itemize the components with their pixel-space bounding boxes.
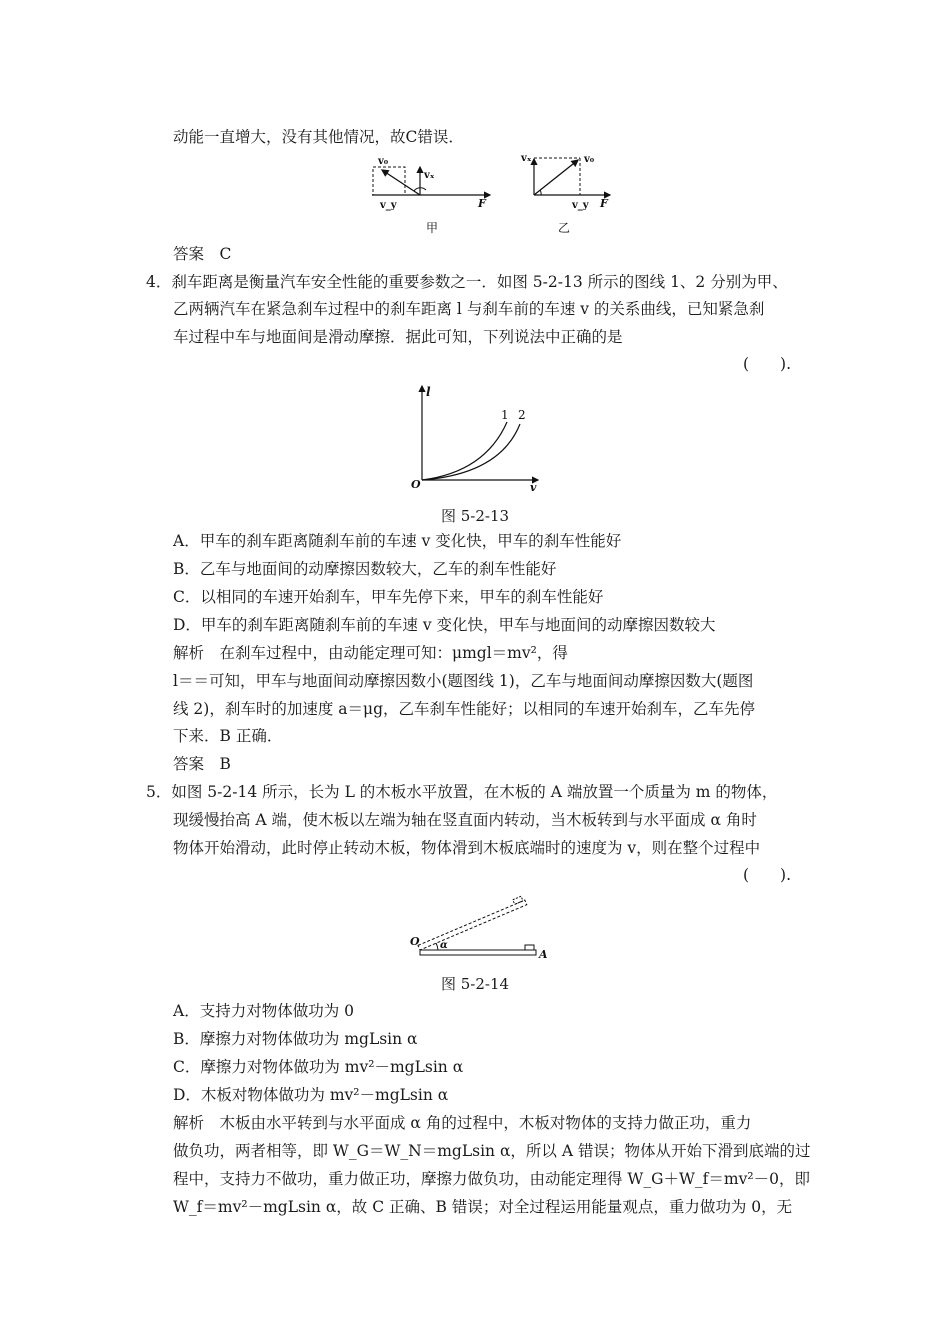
svg-text:vₓ: vₓ [424,170,435,181]
option-a: A．甲车的刹车距离随刹车前的车速 v 变化快，甲车的刹车性能好 [173,532,622,550]
svg-text:O: O [410,935,420,948]
svg-text:v₀: v₀ [584,154,595,165]
svg-text:O: O [411,478,421,491]
svg-text:v_y: v_y [572,200,589,211]
svg-text:乙: 乙 [558,221,571,235]
option-d: D．木板对物体做功为 mv²－mgLsin α [173,1086,449,1104]
text-line: 动能一直增大，没有其他情况，故C错误． [173,128,464,146]
figure-5-2-14 [408,893,558,965]
solution-line: 线 2)，刹车时的加速度 a＝μg，乙车刹车性能好；以相同的车速开始刹车，乙车先停 [173,700,756,718]
svg-text:F: F [478,197,486,210]
question-line: 物体开始滑动，此时停止转动木板，物体滑到木板底端时的速度为 v，则在整个过程中 [173,839,761,857]
svg-text:v: v [530,481,537,494]
answer-line: 答案 B [173,755,231,773]
solution-line: 做负功，两者相等，即 W_G＝W_N＝mgLsin α，所以 A 错误；物体从开始下滑到底端的过 [173,1142,811,1160]
solution-line: 解析 木板由水平转到与水平面成 α 角的过程中，木板对物体的支持力做正功，重力 [173,1114,752,1132]
question-line: 5．如图 5-2-14 所示，长为 L 的木板水平放置，在木板的 A 端放置一个质量为 m 的物体， [146,783,778,801]
option-b: B．乙车与地面间的动摩擦因数较大，乙车的刹车性能好 [173,560,557,578]
svg-text:A: A [539,948,548,961]
answer-bracket: ( ). [743,866,792,884]
svg-text:1: 1 [501,408,509,422]
svg-text:v_y: v_y [380,200,397,211]
question-line: 现缓慢抬高 A 端，使木板以左端为轴在竖直面内转动，当木板转到与水平面成 α 角时 [173,811,757,829]
svg-text:F: F [600,197,608,210]
option-a: A．支持力对物体做功为 0 [173,1002,354,1020]
option-c: C．摩擦力对物体做功为 mv²－mgLsin α [173,1058,464,1076]
solution-line: 解析 在刹车过程中，由动能定理可知：μmgl＝mv²，得 [173,644,568,662]
figure-caption: 图 5-2-14 [441,975,510,993]
svg-text:vₓ: vₓ [521,153,532,164]
figure-5-2-13 [410,380,550,495]
svg-text:甲: 甲 [426,221,439,235]
answer-line: 答案 C [173,245,232,263]
svg-text:2: 2 [518,408,526,422]
svg-text:l: l [426,385,431,399]
figure-caption: 图 5-2-13 [441,507,510,525]
svg-text:v₀: v₀ [378,156,389,167]
option-d: D．甲车的刹车距离随刹车前的车速 v 变化快，甲车与地面间的动摩擦因数较大 [173,616,716,634]
question-line: 4．刹车距离是衡量汽车安全性能的重要参数之一．如图 5-2-13 所示的图线 1、2 分别为甲、 [146,273,788,291]
answer-bracket: ( ). [743,355,792,373]
solution-line: W_f＝mv²－mgLsin α，故 C 正确、B 错误；对全过程运用能量观点，重力做功为 0，无 [173,1198,793,1216]
option-b: B．摩擦力对物体做功为 mgLsin α [173,1030,418,1048]
solution-line: 程中，支持力不做功，重力做正功，摩擦力做负功，由动能定理得 W_G＋W_f＝mv²－0，即 [173,1170,810,1188]
question-line: 乙两辆汽车在紧急刹车过程中的刹车距离 l 与刹车前的车速 v 的关系曲线，已知紧急刹 [173,300,765,318]
solution-line: 下来．B 正确． [173,727,283,745]
svg-text:α: α [440,940,448,951]
solution-line: l＝＝可知，甲车与地面间动摩擦因数小(题图线 1)，乙车与地面间动摩擦因数大(题图 [173,672,754,690]
question-line: 车过程中车与地面间是滑动摩擦．据此可知，下列说法中正确的是 [173,328,623,346]
vector-figure-jia [370,152,500,242]
option-c: C．以相同的车速开始刹车，甲车先停下来，甲车的刹车性能好 [173,588,604,606]
vector-figure-yi [520,152,630,242]
